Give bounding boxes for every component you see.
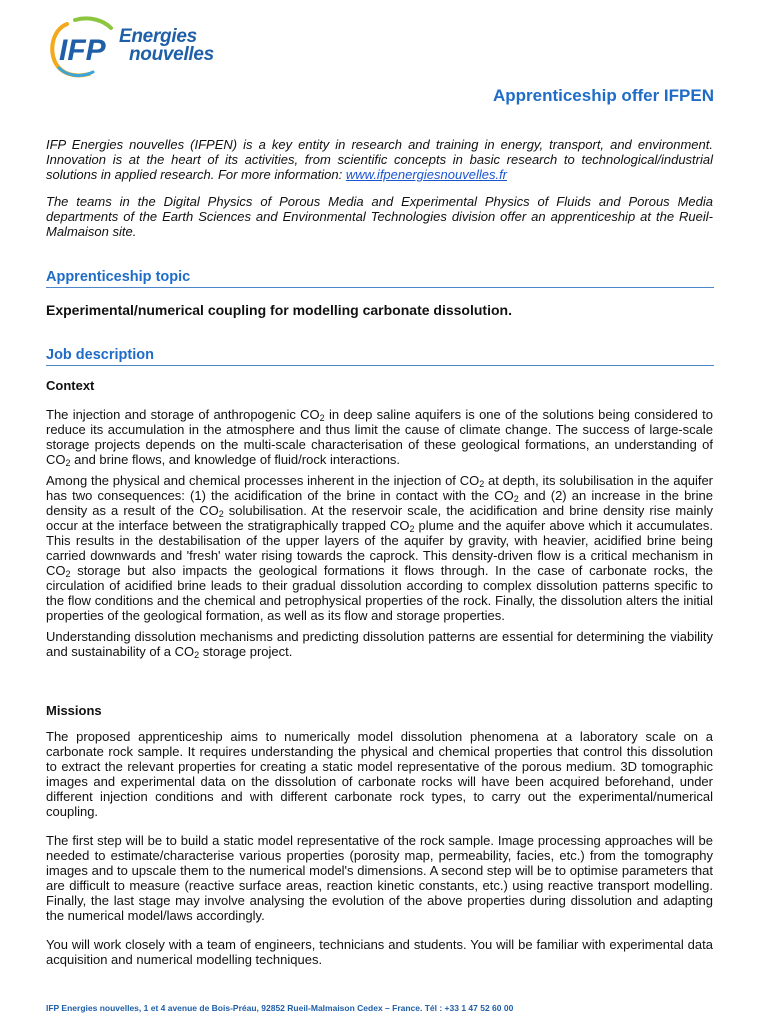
intro-section bbox=[46, 137, 713, 239]
context-section bbox=[46, 407, 713, 659]
missions-paragraph-3: You will work closely with a team of engineers, technicians and students. You will be familiar with experimental data acquisition and numerical modelling techniques. bbox=[46, 937, 713, 967]
logo-wordmark bbox=[119, 28, 214, 64]
context-heading: Context bbox=[46, 378, 95, 393]
intro-paragraph-1 bbox=[46, 137, 713, 182]
logo-brand: IFP bbox=[59, 34, 106, 67]
context-paragraph-1: The injection and storage of anthropogenic $CO_2$ in deep saline aquifers is one of the solutions being considered to reduce its accumulation in the atmosphere and thus limit the cause of climate change. The success of large-scale storage projects depends on the multi-scale characterisation of these geological formations, an understanding of $CO_2$ and brine flows, and knowledge of fluid/rock interactions. bbox=[46, 407, 713, 468]
logo-swirl-icon bbox=[45, 14, 125, 80]
context-paragraph-2: Among the physical and chemical processes inherent in the injection of $CO_2$ at depth, its solubilisation in the aquifer has two consequences: (1) the acidification of the brine in contact with the $CO_2$ and (2) an increase in the brine density as a result of the $CO_2$ solubilisation. At the reservoir scale, the acidification and brine density rise mainly occur at the interface between the stratigraphically trapped $CO_2$ plume and the aquifer above which it accumulates. This results in the destabilisation of the upper layers of the aquifer by gravity, with heavier, acidified brine being carried downwards and 'fresh' water rising towards the caprock. This density-driven flow is a critical mechanism in $CO_2$ storage but also impacts the geological formations it flows through. In the case of carbonate rocks, the circulation of acidified brine leads to their gradual dissolution according to complex dissolution patterns specific to the flow conditions and the chemical and petrophysical properties of the rock. Finally, the dissolution alters the initial properties of the geological formation, as well as its flow and storage properties. bbox=[46, 473, 714, 623]
job-heading: Job description bbox=[46, 347, 714, 366]
ifpen-logo bbox=[45, 14, 220, 80]
missions-paragraph-2: The first step will be to build a static model representative of the rock sample. Image processing approaches will be needed to estimate/characterise various properties (porosity map, permeability, facies, etc.) from the tomography images and to upscale them to the numerical model's dimensions. A second step will be to optimise parameters that are difficult to measure (reactive surface areas, reaction kinetic constants, etc.) using reactive transport modelling. Finally, the last stage may involve analysing the evolution of the above properties during dissolution and adapting the numerical model/laws accordingly. bbox=[46, 833, 713, 923]
missions-paragraph-1: The proposed apprenticeship aims to numerically model dissolution phenomena at a laboratory scale on a carbonate rock sample. It requires understanding the physical and chemical properties that control this dissolution to extract the relevant properties for creating a static model representative of the porous medium. 3D tomographic images and experimental data on the dissolution of carbonate rocks will have been acquired beforehand, under different injection conditions and with different carbonate rock types, to carry out the experimental/numerical coupling. bbox=[46, 729, 713, 819]
intro-text: IFP Energies nouvelles (IFPEN) is a key entity in research and training in energy, transport, and environment. Innovation is at the heart of its activities, from scientific concepts in basic research to technological/industrial solutions in applied research. For more information: bbox=[46, 137, 713, 182]
topic-title: Experimental/numerical coupling for modelling carbonate dissolution. bbox=[46, 302, 512, 318]
footer-address: IFP Energies nouvelles, 1 et 4 avenue de Bois-Préau, 92852 Rueil-Malmaison Cedex – France. Tél : +33 1 47 52 60 00 bbox=[46, 1003, 514, 1013]
topic-heading: Apprenticeship topic bbox=[46, 269, 714, 288]
context-paragraph-3: Understanding dissolution mechanisms and predicting dissolution patterns are essential for determining the viability and sustainability of a $CO_2$ storage project. bbox=[46, 629, 713, 660]
logo-line2: nouvelles bbox=[129, 44, 214, 65]
intro-paragraph-2: The teams in the Digital Physics of Porous Media and Experimental Physics of Fluids and Porous Media departments of the Earth Sciences and Environmental Technologies division offer an apprenticeship at the Rueil-Malmaison site. bbox=[46, 194, 713, 239]
website-link[interactable]: www.ifpenergiesnouvelles.fr bbox=[345, 167, 508, 182]
missions-section bbox=[46, 729, 713, 967]
logo-line1: Energies bbox=[119, 26, 197, 47]
page-title: Apprenticeship offer IFPEN bbox=[492, 86, 714, 105]
missions-heading: Missions bbox=[46, 703, 102, 718]
